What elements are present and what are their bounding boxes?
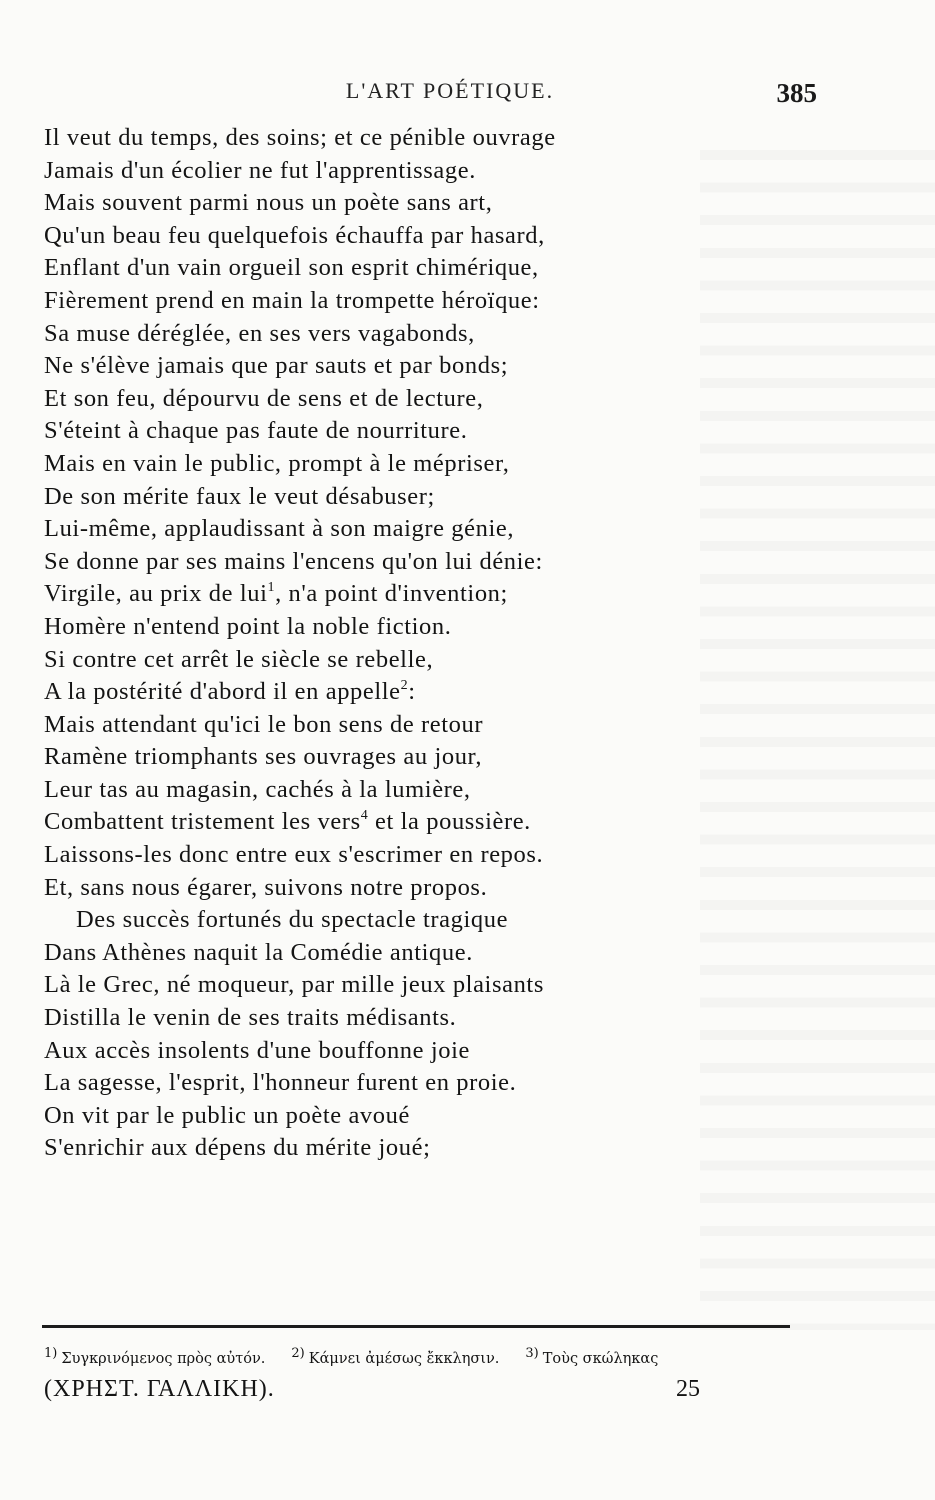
page-number: 385 [776,78,817,108]
verse-line: Mais souvent parmi nous un poète sans art, [44,189,493,217]
verse-line: Lui-même, applaudissant à son maigre génie, [44,515,515,543]
running-title: L'ART POÉTIQUE. [345,78,555,103]
verse-line: On vit par le public un poète avoué [44,1101,410,1129]
running-head [0,78,935,118]
verse-line: Sa muse déréglée, en ses vers vagabonds, [44,319,475,347]
footnote-reference: 4 [360,808,369,824]
verse-line: Ne s'élève jamais que par sauts et par bonds; [44,352,509,380]
verse-line: Laissons-les donc entre eux s'escrimer en repos. [44,841,544,869]
footnote [525,1346,659,1367]
verse-line: Il veut du temps, des soins; et ce pénible ouvrage [44,124,556,151]
verse-line: Aux accès insolents d'une bouffonne joie [44,1036,470,1064]
footnote [291,1346,500,1367]
signature-mark: (ΧΡΗΣΤ. ΓΑΛΛΙΚΗ). [44,1376,275,1402]
verse-text: Virgile, au prix de lui [44,580,268,608]
verse-line: Jamais d'un écolier ne fut l'apprentissage. [44,156,476,184]
verse-line: Se donne par ses mains l'encens qu'on lui dénie: [44,547,543,575]
verse-line: De son mérite faux le veut désabuser; [44,482,435,510]
verse-line: Distilla le venin de ses traits médisants. [44,1004,457,1032]
verse-line: Dans Athènes naquit la Comédie antique. [44,938,473,966]
verse-line: Des succès fortunés du spectacle tragique [76,906,509,934]
verse-line: Et son feu, dépourvu de sens et de lecture, [44,384,484,412]
verse-text: Combattent tristement les vers [44,808,361,836]
footnote-text: Τοὺς σκώληκας [542,1351,659,1367]
verse-line: Qu'un beau feu quelquefois échauffa par hasard, [44,221,545,249]
footnote-mark: 2) [291,1346,305,1361]
footnote-text: Συγκρινόμενος πρὸς αὐτόν. [61,1351,266,1367]
verse-line: S'enrichir aux dépens du mérite joué; [44,1134,431,1162]
verse-line: La sagesse, l'esprit, l'honneur furent en proie. [44,1069,517,1097]
verse-text: , n'a point d'invention; [275,580,508,608]
footnote-text: Κάμνει ἀμέσως ἔκκλησιν. [308,1351,500,1367]
footnote-reference: 1 [267,580,276,596]
verse-line: Si contre cet arrêt le siècle se rebelle, [44,645,434,673]
verse-line: Là le Grec, né moqueur, par mille jeux plaisants [44,971,544,999]
verse-line: Homère n'entend point la noble fiction. [44,612,452,640]
verse-line: Et, sans nous égarer, suivons notre propos. [44,873,488,901]
verse-line: Fièrement prend en main la trompette héroïque: [44,286,540,314]
footnote-mark: 3) [525,1346,539,1361]
verse-line: S'éteint à chaque pas faute de nourriture. [44,417,468,445]
verse-line: Mais en vain le public, prompt à le mépriser, [44,449,510,477]
verse-text: : [408,678,416,706]
poem-verses [44,122,744,1165]
verse-line: Enflant d'un vain orgueil son esprit chimérique, [44,254,539,282]
verse-text: A la postérité d'abord il en appelle [44,678,401,706]
verse-line: Leur tas au magasin, cachés à la lumière, [44,775,471,803]
verse-line [44,806,744,839]
sheet-number: 25 [676,1376,700,1402]
footnote [44,1346,266,1367]
verse-line [44,676,744,709]
footnote-rule [42,1325,790,1328]
footnotes [44,1346,894,1367]
footnote-mark: 1) [44,1346,58,1361]
verse-line: Mais attendant qu'ici le bon sens de retour [44,710,484,738]
verse-line: Ramène triomphants ses ouvrages au jour, [44,743,483,771]
verse-text: et la poussière. [368,808,531,836]
verse-line [44,578,744,611]
footnote-reference: 2 [400,678,409,694]
